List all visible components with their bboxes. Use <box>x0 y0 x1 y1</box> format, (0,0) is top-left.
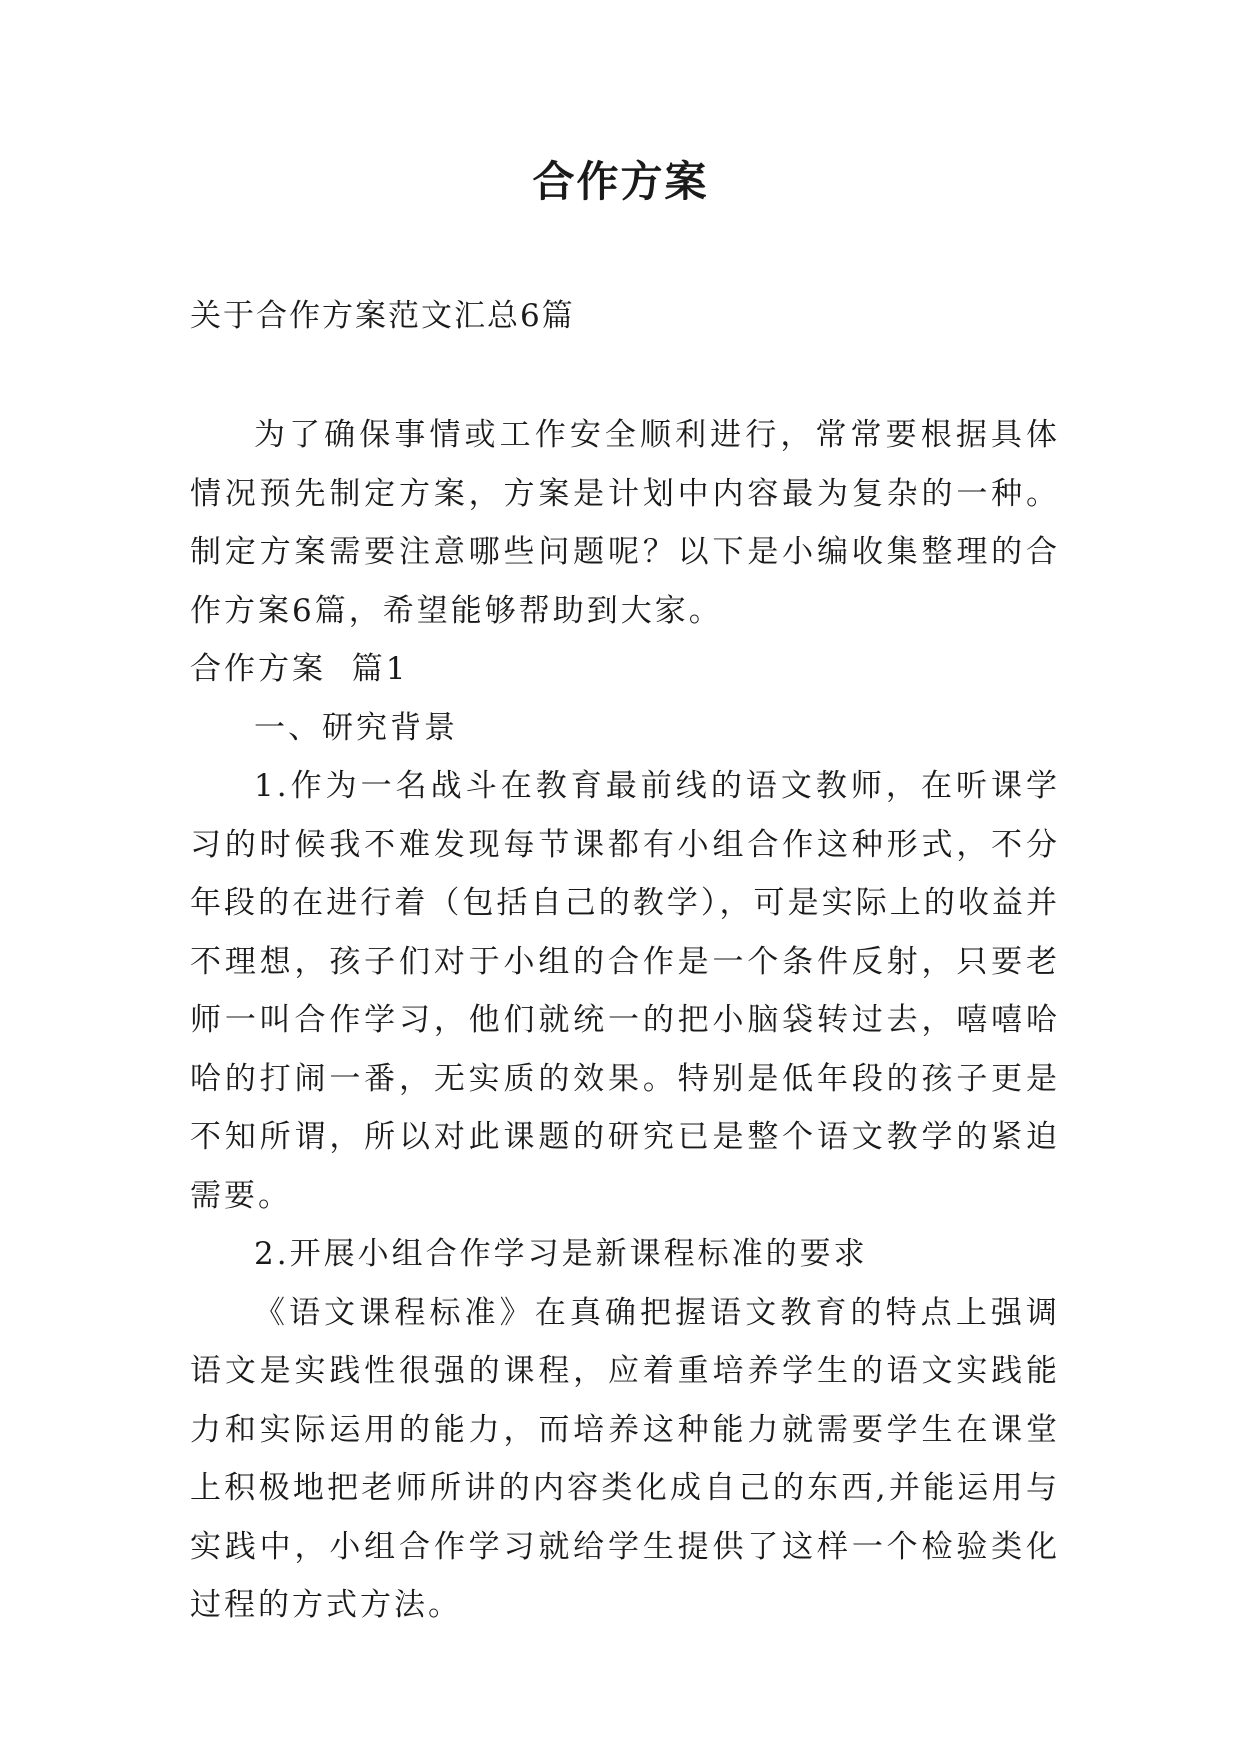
item1-paragraph: 1.作为一名战斗在教育最前线的语文教师，在听课学习的时候我不难发现每节课都有小组合作这种形式，不分年段的在进行着（包括自己的教学），可是实际上的收益并不理想，孩子们对于小组的合作是一个条件反射，只要老师一叫合作学习，他们就统一的把小脑袋转过去，嘻嘻哈哈的打闹一番，无实质的效果。特别是低年段的孩子更是不知所谓，所以对此课题的研究已是整个语文教学的紧迫需要。 <box>190 768 1060 1214</box>
part-heading: 一、研究背景 <box>254 709 458 746</box>
document-title: 合作方案 <box>532 157 709 206</box>
document-subtitle: 关于合作方案范文汇总6篇 <box>190 298 575 334</box>
intro-paragraph: 为了确保事情或工作安全顺利进行，常常要根据具体情况预先制定方案，方案是计划中内容最为复杂的一种。制定方案需要注意哪些问题呢？以下是小编收集整理的合作方案6篇，希望能够帮助到大家。 <box>190 417 1060 629</box>
item2-paragraph: 《语文课程标准》在真确把握语文教育的特点上强调语文是实践性很强的课程，应着重培养学生的语文实践能力和实际运用的能力，而培养这种能力就需要学生在课堂上积极地把老师所讲的内容类化成自己的东西,并能运用与实践中，小组合作学习就给学生提供了这样一个检验类化过程的方式方法。 <box>190 1294 1060 1623</box>
document-body <box>190 406 1060 1635</box>
item2-heading: 2.开展小组合作学习是新课程标准的要求 <box>254 1236 868 1272</box>
section-heading: 合作方案 篇1 <box>190 651 409 687</box>
